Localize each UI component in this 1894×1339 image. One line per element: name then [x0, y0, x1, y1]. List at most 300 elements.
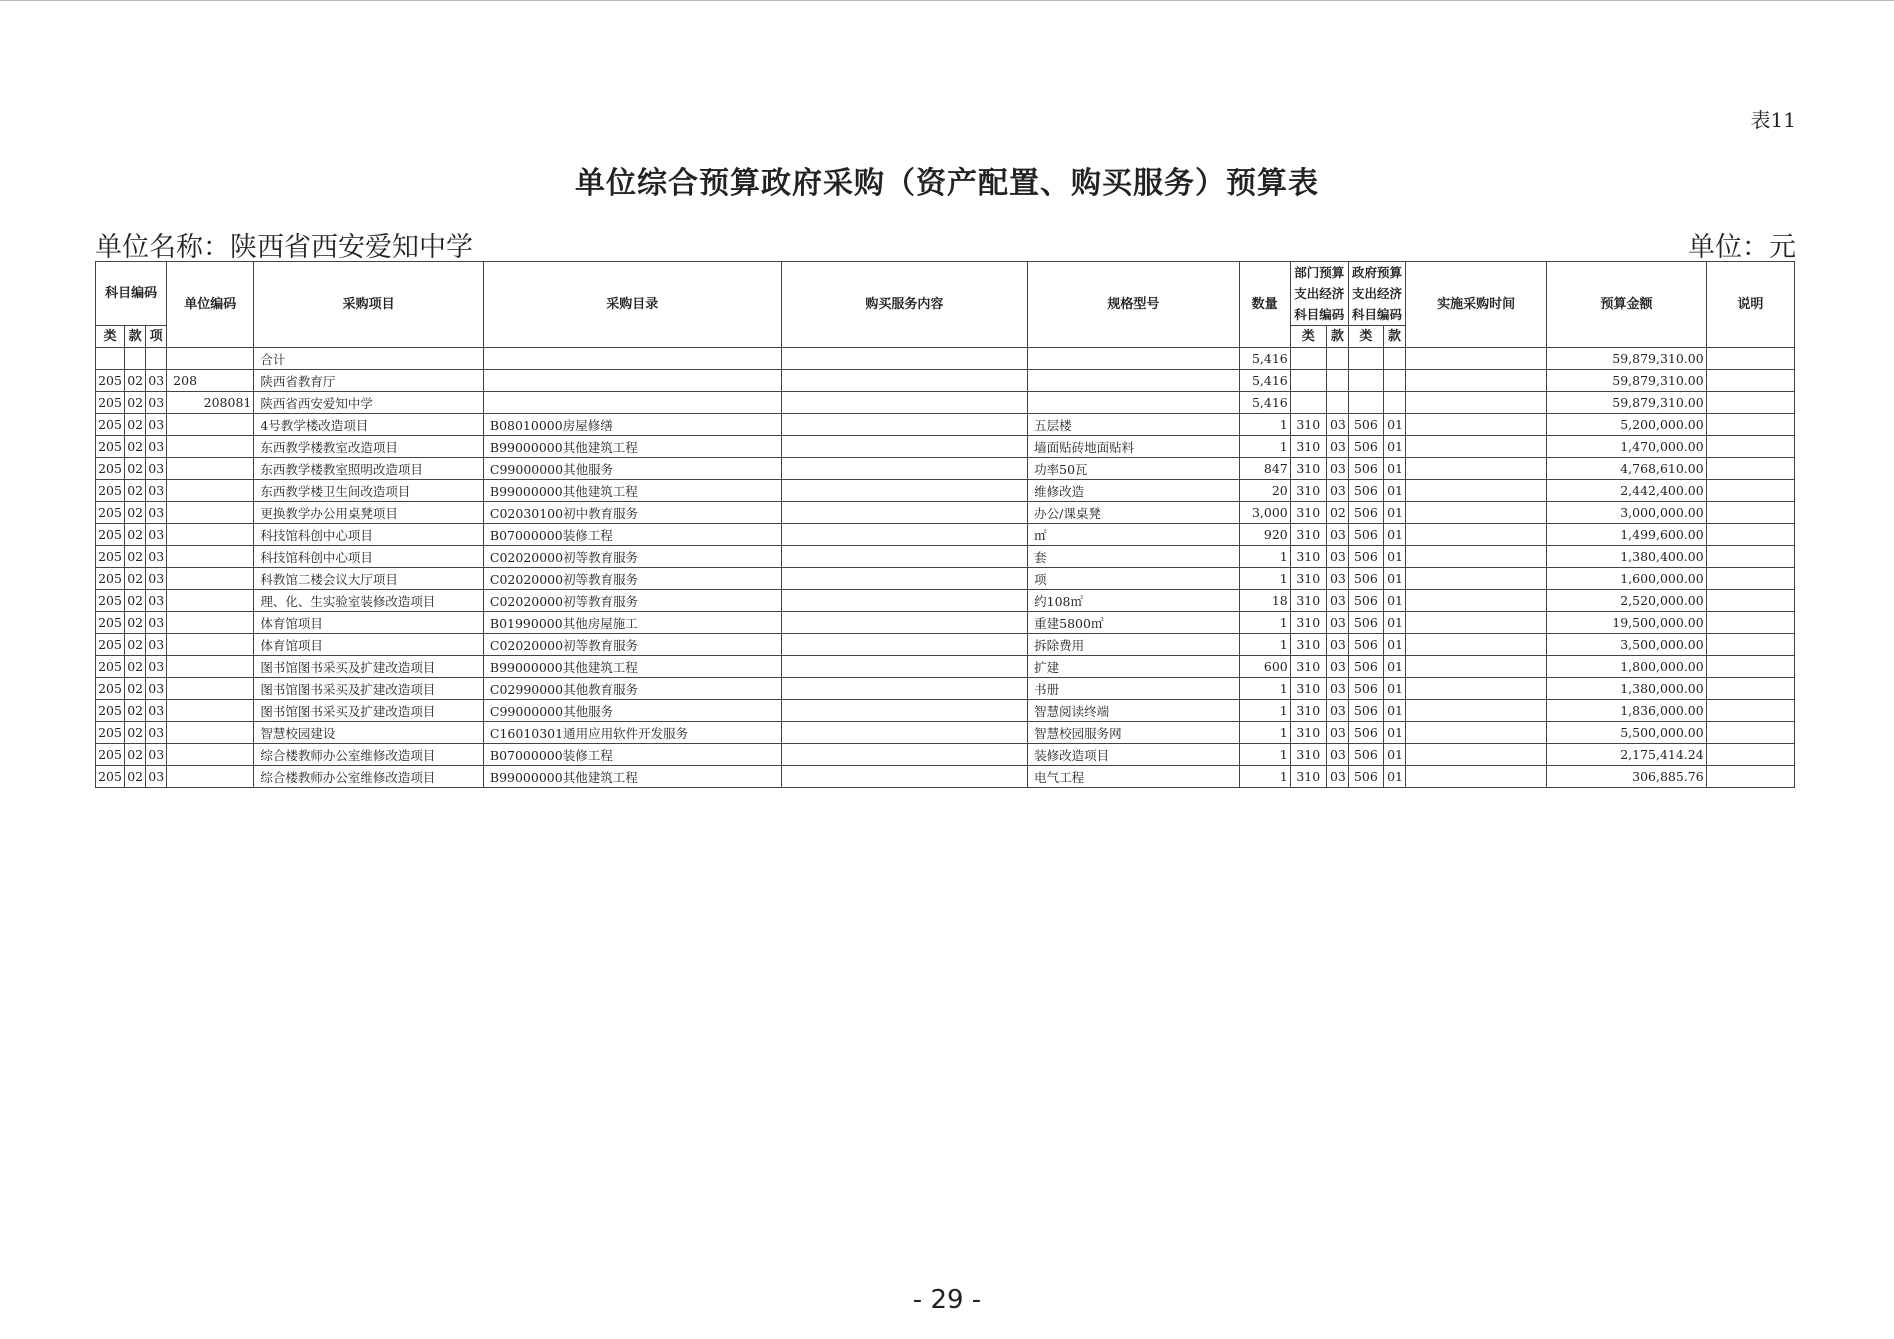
cell-gov-lei: 506: [1348, 766, 1383, 788]
cell-time: [1406, 766, 1547, 788]
cell-gov-kuan: 01: [1383, 436, 1405, 458]
cell-spec: 项: [1028, 568, 1239, 590]
cell-project: 4号教学楼改造项目: [254, 414, 484, 436]
cell-kuan: 02: [125, 568, 146, 590]
cell-spec: 智慧校园服务网: [1028, 722, 1239, 744]
cell-time: [1406, 568, 1547, 590]
cell-amount: 59,879,310.00: [1547, 392, 1706, 414]
cell-qty: 1: [1239, 634, 1290, 656]
cell-unit-code: [167, 458, 254, 480]
cell-spec: 墙面贴砖地面贴料: [1028, 436, 1239, 458]
cell-spec: 书册: [1028, 678, 1239, 700]
cell-amount: 19,500,000.00: [1547, 612, 1706, 634]
cell-kuan: 02: [125, 700, 146, 722]
cell-unit-code: [167, 414, 254, 436]
header-dept-kuan: 款: [1326, 326, 1348, 348]
cell-note: [1706, 370, 1794, 392]
header-spec: 规格型号: [1028, 262, 1239, 348]
cell-catalog: B99000000其他建筑工程: [483, 480, 781, 502]
cell-kuan: 02: [125, 546, 146, 568]
cell-catalog: [483, 370, 781, 392]
cell-time: [1406, 678, 1547, 700]
table-body: [96, 348, 1795, 788]
cell-gov-lei: 506: [1348, 656, 1383, 678]
cell-unit-code: [167, 678, 254, 700]
cell-xiang: 03: [146, 502, 167, 524]
cell-service: [781, 766, 1028, 788]
cell-lei: 205: [96, 612, 125, 634]
cell-time: [1406, 656, 1547, 678]
cell-dept-lei: 310: [1290, 436, 1326, 458]
cell-gov-lei: 506: [1348, 414, 1383, 436]
cell-gov-kuan: 01: [1383, 458, 1405, 480]
cell-qty: 1: [1239, 568, 1290, 590]
cell-xiang: 03: [146, 722, 167, 744]
cell-dept-lei: 310: [1290, 744, 1326, 766]
cell-kuan: 02: [125, 766, 146, 788]
cell-lei: 205: [96, 766, 125, 788]
cell-time: [1406, 370, 1547, 392]
cell-spec: 维修改造: [1028, 480, 1239, 502]
cell-note: [1706, 524, 1794, 546]
cell-lei: 205: [96, 590, 125, 612]
cell-qty: 1: [1239, 766, 1290, 788]
cell-time: [1406, 480, 1547, 502]
cell-gov-kuan: 01: [1383, 546, 1405, 568]
cell-service: [781, 392, 1028, 414]
cell-catalog: B01990000其他房屋施工: [483, 612, 781, 634]
cell-gov-kuan: 01: [1383, 678, 1405, 700]
cell-gov-kuan: 01: [1383, 480, 1405, 502]
cell-unit-code: [167, 722, 254, 744]
cell-kuan: 02: [125, 678, 146, 700]
cell-qty: 1: [1239, 700, 1290, 722]
cell-gov-lei: [1348, 370, 1383, 392]
cell-service: [781, 568, 1028, 590]
cell-time: [1406, 502, 1547, 524]
cell-project: 图书馆图书采买及扩建改造项目: [254, 678, 484, 700]
cell-gov-lei: [1348, 348, 1383, 370]
cell-kuan: 02: [125, 722, 146, 744]
cell-dept-lei: 310: [1290, 590, 1326, 612]
cell-dept-kuan: [1326, 348, 1348, 370]
table-row: [96, 722, 1795, 744]
cell-xiang: 03: [146, 700, 167, 722]
table-row: [96, 634, 1795, 656]
cell-gov-kuan: 01: [1383, 656, 1405, 678]
cell-xiang: 03: [146, 656, 167, 678]
cell-lei: 205: [96, 480, 125, 502]
cell-dept-lei: 310: [1290, 700, 1326, 722]
cell-spec: 智慧阅读终端: [1028, 700, 1239, 722]
cell-service: [781, 502, 1028, 524]
header-project: 采购项目: [254, 262, 484, 348]
cell-dept-lei: [1290, 392, 1326, 414]
cell-amount: 2,175,414.24: [1547, 744, 1706, 766]
cell-service: [781, 612, 1028, 634]
cell-qty: 1: [1239, 414, 1290, 436]
cell-gov-kuan: 01: [1383, 524, 1405, 546]
cell-amount: 3,000,000.00: [1547, 502, 1706, 524]
cell-unit-code: [167, 348, 254, 370]
cell-gov-lei: 506: [1348, 700, 1383, 722]
table-row: [96, 590, 1795, 612]
cell-dept-lei: [1290, 348, 1326, 370]
cell-qty: 1: [1239, 546, 1290, 568]
cell-unit-code: [167, 590, 254, 612]
cell-note: [1706, 546, 1794, 568]
cell-service: [781, 744, 1028, 766]
header-dept-code: 部门预算支出经济科目编码: [1290, 262, 1348, 326]
cell-gov-kuan: 01: [1383, 634, 1405, 656]
cell-xiang: 03: [146, 480, 167, 502]
cell-catalog: C99000000其他服务: [483, 458, 781, 480]
cell-dept-kuan: 03: [1326, 700, 1348, 722]
cell-catalog: C02020000初等教育服务: [483, 568, 781, 590]
cell-gov-kuan: [1383, 370, 1405, 392]
cell-project: 智慧校园建设: [254, 722, 484, 744]
cell-time: [1406, 348, 1547, 370]
cell-qty: 1: [1239, 722, 1290, 744]
cell-gov-lei: 506: [1348, 722, 1383, 744]
header-dept-lei: 类: [1290, 326, 1326, 348]
cell-note: [1706, 722, 1794, 744]
cell-catalog: B99000000其他建筑工程: [483, 766, 781, 788]
cell-dept-lei: 310: [1290, 568, 1326, 590]
table-header: [96, 262, 1795, 348]
cell-dept-lei: 310: [1290, 634, 1326, 656]
cell-service: [781, 524, 1028, 546]
cell-xiang: 03: [146, 414, 167, 436]
cell-lei: 205: [96, 722, 125, 744]
cell-qty: 1: [1239, 436, 1290, 458]
cell-gov-lei: 506: [1348, 568, 1383, 590]
cell-dept-kuan: 03: [1326, 436, 1348, 458]
cell-project: 陕西省西安爱知中学: [254, 392, 484, 414]
header-unit-code: 单位编码: [167, 262, 254, 348]
cell-unit-code: [167, 656, 254, 678]
cell-lei: 205: [96, 392, 125, 414]
cell-time: [1406, 546, 1547, 568]
header-lei: 类: [96, 326, 125, 348]
cell-note: [1706, 634, 1794, 656]
table-row: [96, 414, 1795, 436]
cell-service: [781, 436, 1028, 458]
page-title: 单位综合预算政府采购（资产配置、购买服务）预算表: [575, 166, 1319, 201]
cell-kuan: 02: [125, 612, 146, 634]
cell-time: [1406, 634, 1547, 656]
cell-gov-lei: 506: [1348, 480, 1383, 502]
cell-kuan: 02: [125, 634, 146, 656]
cell-dept-lei: 310: [1290, 722, 1326, 744]
cell-unit-code: [167, 524, 254, 546]
cell-time: [1406, 612, 1547, 634]
cell-dept-lei: 310: [1290, 612, 1326, 634]
cell-dept-kuan: 03: [1326, 766, 1348, 788]
cell-catalog: B07000000装修工程: [483, 524, 781, 546]
cell-dept-kuan: 03: [1326, 568, 1348, 590]
cell-service: [781, 722, 1028, 744]
cell-amount: 3,500,000.00: [1547, 634, 1706, 656]
cell-lei: [96, 348, 125, 370]
cell-unit-code: [167, 436, 254, 458]
cell-project: 综合楼教师办公室维修改造项目: [254, 744, 484, 766]
cell-spec: 五层楼: [1028, 414, 1239, 436]
cell-service: [781, 480, 1028, 502]
cell-qty: 1: [1239, 744, 1290, 766]
cell-note: [1706, 678, 1794, 700]
cell-xiang: 03: [146, 568, 167, 590]
cell-amount: 2,442,400.00: [1547, 480, 1706, 502]
cell-lei: 205: [96, 436, 125, 458]
cell-note: [1706, 612, 1794, 634]
cell-service: [781, 370, 1028, 392]
cell-qty: 3,000: [1239, 502, 1290, 524]
cell-lei: 205: [96, 370, 125, 392]
cell-project: 科技馆科创中心项目: [254, 546, 484, 568]
cell-lei: 205: [96, 458, 125, 480]
table-row: [96, 546, 1795, 568]
cell-dept-lei: 310: [1290, 678, 1326, 700]
header-kuan: 款: [125, 326, 146, 348]
cell-service: [781, 678, 1028, 700]
cell-dept-kuan: 03: [1326, 546, 1348, 568]
cell-time: [1406, 524, 1547, 546]
cell-project: 科教馆二楼会议大厅项目: [254, 568, 484, 590]
cell-project: 体育馆项目: [254, 634, 484, 656]
cell-amount: 1,380,400.00: [1547, 546, 1706, 568]
table-row: [96, 502, 1795, 524]
cell-dept-lei: 310: [1290, 656, 1326, 678]
cell-service: [781, 414, 1028, 436]
header-gov-lei: 类: [1348, 326, 1383, 348]
cell-note: [1706, 414, 1794, 436]
cell-spec: 功率50瓦: [1028, 458, 1239, 480]
cell-time: [1406, 700, 1547, 722]
page-number: - 29 -: [912, 1285, 982, 1315]
cell-amount: 1,600,000.00: [1547, 568, 1706, 590]
cell-xiang: 03: [146, 436, 167, 458]
cell-amount: 1,800,000.00: [1547, 656, 1706, 678]
cell-dept-lei: 310: [1290, 766, 1326, 788]
cell-dept-kuan: 02: [1326, 502, 1348, 524]
cell-kuan: 02: [125, 502, 146, 524]
cell-lei: 205: [96, 744, 125, 766]
cell-dept-lei: 310: [1290, 502, 1326, 524]
cell-xiang: 03: [146, 744, 167, 766]
table-row: [96, 656, 1795, 678]
cell-project: 更换教学办公用桌凳项目: [254, 502, 484, 524]
cell-project: 陕西省教育厅: [254, 370, 484, 392]
cell-kuan: 02: [125, 590, 146, 612]
cell-spec: 重建5800㎡: [1028, 612, 1239, 634]
cell-amount: 59,879,310.00: [1547, 348, 1706, 370]
cell-xiang: 03: [146, 678, 167, 700]
cell-amount: 4,768,610.00: [1547, 458, 1706, 480]
cell-project: 体育馆项目: [254, 612, 484, 634]
cell-qty: 1: [1239, 678, 1290, 700]
cell-time: [1406, 436, 1547, 458]
cell-project: 东西教学楼卫生间改造项目: [254, 480, 484, 502]
cell-kuan: 02: [125, 436, 146, 458]
cell-unit-code: [167, 480, 254, 502]
cell-gov-lei: 506: [1348, 634, 1383, 656]
cell-amount: 59,879,310.00: [1547, 370, 1706, 392]
header-time: 实施采购时间: [1406, 262, 1547, 348]
header-xiang: 项: [146, 326, 167, 348]
cell-dept-lei: 310: [1290, 546, 1326, 568]
cell-amount: 1,470,000.00: [1547, 436, 1706, 458]
cell-spec: 扩建: [1028, 656, 1239, 678]
cell-dept-kuan: 03: [1326, 590, 1348, 612]
cell-note: [1706, 436, 1794, 458]
cell-spec: [1028, 370, 1239, 392]
cell-gov-lei: 506: [1348, 524, 1383, 546]
cell-dept-lei: 310: [1290, 414, 1326, 436]
cell-qty: 18: [1239, 590, 1290, 612]
cell-dept-kuan: 03: [1326, 612, 1348, 634]
cell-gov-kuan: [1383, 348, 1405, 370]
cell-lei: 205: [96, 546, 125, 568]
header-gov-code: 政府预算支出经济科目编码: [1348, 262, 1405, 326]
cell-gov-lei: 506: [1348, 744, 1383, 766]
cell-amount: 1,836,000.00: [1547, 700, 1706, 722]
header-note: 说明: [1706, 262, 1794, 348]
cell-note: [1706, 700, 1794, 722]
cell-catalog: C02030100初中教育服务: [483, 502, 781, 524]
cell-note: [1706, 502, 1794, 524]
cell-dept-kuan: 03: [1326, 722, 1348, 744]
cell-xiang: 03: [146, 634, 167, 656]
cell-gov-lei: 506: [1348, 546, 1383, 568]
cell-kuan: 02: [125, 524, 146, 546]
cell-service: [781, 700, 1028, 722]
table-row: [96, 568, 1795, 590]
cell-lei: 205: [96, 634, 125, 656]
cell-service: [781, 656, 1028, 678]
cell-amount: 306,885.76: [1547, 766, 1706, 788]
cell-gov-kuan: 01: [1383, 700, 1405, 722]
cell-qty: 5,416: [1239, 392, 1290, 414]
cell-gov-lei: 506: [1348, 458, 1383, 480]
table-row: [96, 766, 1795, 788]
cell-gov-kuan: 01: [1383, 744, 1405, 766]
cell-catalog: B08010000房屋修缮: [483, 414, 781, 436]
cell-kuan: 02: [125, 392, 146, 414]
cell-project: 科技馆科创中心项目: [254, 524, 484, 546]
cell-xiang: 03: [146, 370, 167, 392]
cell-xiang: 03: [146, 458, 167, 480]
cell-qty: 600: [1239, 656, 1290, 678]
cell-dept-kuan: [1326, 392, 1348, 414]
cell-kuan: 02: [125, 458, 146, 480]
cell-dept-kuan: 03: [1326, 678, 1348, 700]
header-gov-kuan: 款: [1383, 326, 1405, 348]
cell-unit-code: [167, 634, 254, 656]
cell-qty: 5,416: [1239, 348, 1290, 370]
cell-project: 图书馆图书采买及扩建改造项目: [254, 700, 484, 722]
cell-note: [1706, 590, 1794, 612]
cell-dept-kuan: 03: [1326, 480, 1348, 502]
cell-dept-kuan: 03: [1326, 656, 1348, 678]
cell-catalog: [483, 392, 781, 414]
cell-project: 合计: [254, 348, 484, 370]
cell-catalog: B99000000其他建筑工程: [483, 656, 781, 678]
cell-kuan: [125, 348, 146, 370]
cell-spec: 套: [1028, 546, 1239, 568]
cell-gov-lei: 506: [1348, 590, 1383, 612]
cell-lei: 205: [96, 414, 125, 436]
table-row: [96, 524, 1795, 546]
cell-amount: 2,520,000.00: [1547, 590, 1706, 612]
cell-xiang: 03: [146, 766, 167, 788]
cell-gov-lei: 506: [1348, 678, 1383, 700]
cell-note: [1706, 458, 1794, 480]
cell-gov-lei: [1348, 392, 1383, 414]
cell-qty: 20: [1239, 480, 1290, 502]
table-row: [96, 370, 1795, 392]
cell-service: [781, 348, 1028, 370]
cell-time: [1406, 590, 1547, 612]
header-qty: 数量: [1239, 262, 1290, 348]
cell-unit-code: [167, 700, 254, 722]
cell-note: [1706, 656, 1794, 678]
table-row: [96, 436, 1795, 458]
budget-table: [95, 261, 1795, 788]
cell-dept-lei: [1290, 370, 1326, 392]
cell-amount: 1,499,600.00: [1547, 524, 1706, 546]
cell-service: [781, 634, 1028, 656]
cell-catalog: C02020000初等教育服务: [483, 634, 781, 656]
cell-time: [1406, 458, 1547, 480]
cell-note: [1706, 568, 1794, 590]
cell-project: 东西教学楼教室照明改造项目: [254, 458, 484, 480]
cell-kuan: 02: [125, 656, 146, 678]
cell-spec: ㎡: [1028, 524, 1239, 546]
table-row: [96, 612, 1795, 634]
cell-catalog: [483, 348, 781, 370]
cell-time: [1406, 392, 1547, 414]
cell-qty: 1: [1239, 612, 1290, 634]
cell-time: [1406, 744, 1547, 766]
cell-note: [1706, 766, 1794, 788]
cell-lei: 205: [96, 678, 125, 700]
cell-dept-kuan: 03: [1326, 414, 1348, 436]
header-service: 购买服务内容: [781, 262, 1028, 348]
table-row: [96, 348, 1795, 370]
cell-dept-kuan: 03: [1326, 744, 1348, 766]
cell-unit-code: [167, 568, 254, 590]
header-amount: 预算金额: [1547, 262, 1706, 348]
cell-dept-lei: 310: [1290, 524, 1326, 546]
cell-spec: [1028, 348, 1239, 370]
cell-gov-kuan: 01: [1383, 590, 1405, 612]
cell-time: [1406, 722, 1547, 744]
currency-unit-label: 单位：元: [1688, 232, 1796, 263]
cell-amount: 5,200,000.00: [1547, 414, 1706, 436]
cell-spec: [1028, 392, 1239, 414]
cell-catalog: C16010301通用应用软件开发服务: [483, 722, 781, 744]
cell-kuan: 02: [125, 480, 146, 502]
cell-unit-code: [167, 546, 254, 568]
cell-qty: 847: [1239, 458, 1290, 480]
cell-catalog: C02020000初等教育服务: [483, 590, 781, 612]
table-row: [96, 700, 1795, 722]
cell-gov-lei: 506: [1348, 436, 1383, 458]
cell-dept-kuan: 03: [1326, 524, 1348, 546]
cell-project: 综合楼教师办公室维修改造项目: [254, 766, 484, 788]
cell-gov-kuan: 01: [1383, 722, 1405, 744]
